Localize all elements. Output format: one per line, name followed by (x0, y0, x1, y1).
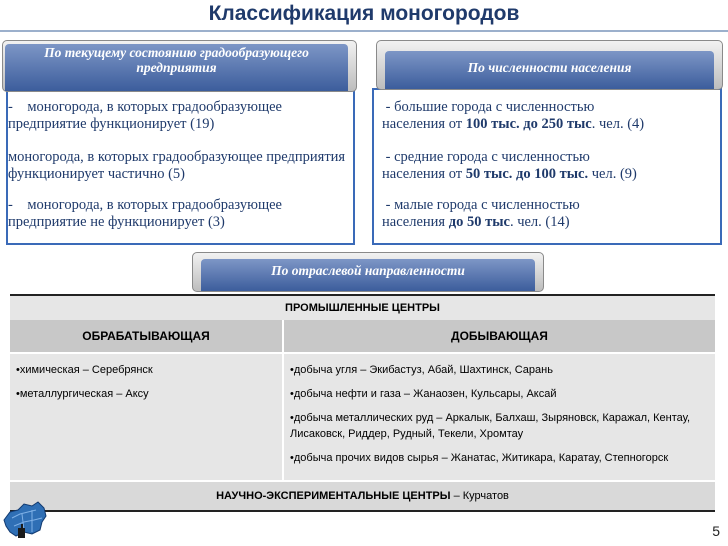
title-divider (0, 30, 728, 32)
extracting-cell (283, 353, 715, 481)
item-post: . чел. (14) (509, 214, 570, 230)
list-item: •металлургическая – Аксу (16, 388, 149, 400)
item-line1: - большие города с численностью (382, 99, 595, 115)
list-item (382, 99, 720, 133)
list-item (8, 149, 353, 183)
table-footer-row (10, 481, 715, 511)
kazakhstan-map-logo (2, 498, 48, 542)
page-number: 5 (712, 523, 720, 539)
list-item: •химическая – Серебрянск (16, 364, 153, 376)
page-title: Классификация моногородов (208, 2, 520, 25)
item-prefix: - (8, 99, 13, 115)
tab-enterprise-state-label: По текущему состоянию градообразующего предприятия (5, 44, 348, 91)
list-item (382, 149, 720, 183)
list-item (8, 99, 353, 133)
item-text: моногорода, в которых градообразующее предприятие функционирует (19) (8, 99, 282, 132)
item-post: чел. (9) (588, 166, 637, 182)
list-item: •добыча нефти и газа – Жанаозен, Кульсары, Аксай (290, 388, 557, 400)
item-bold: до 50 тыс (448, 214, 510, 230)
tab-sector (192, 252, 544, 292)
tab-sector-label: По отраслевой направленности (201, 259, 535, 291)
item-prefix: - (8, 197, 13, 213)
item-line1: - малые города с численностью (382, 197, 580, 213)
column-header-processing: ОБРАБАТЫВАЮЩАЯ (10, 320, 283, 353)
tab-enterprise-state (2, 40, 357, 92)
list-item: •добыча угля – Экибастуз, Абай, Шахтинск, Сарань (290, 364, 553, 376)
item-line1: - средние города с численностью (382, 149, 590, 165)
item-post: . чел. (4) (591, 116, 645, 132)
table-header: ПРОМЫШЛЕННЫЕ ЦЕНТРЫ (10, 295, 715, 320)
item-pre: населения (382, 214, 449, 230)
item-bold: 50 тыс. до 100 тыс. (465, 166, 589, 182)
table-subheader-row (10, 320, 715, 353)
tab-population-label: По численности населения (385, 51, 714, 89)
table-footer (10, 481, 715, 511)
footer-rest: – Курчатов (450, 490, 509, 502)
footer-bold: НАУЧНО-ЭКСПЕРИМЕНТАЛЬНЫЕ ЦЕНТРЫ (216, 490, 451, 502)
table-header-row (10, 295, 715, 320)
processing-cell (10, 353, 283, 481)
item-pre: населения от (382, 116, 466, 132)
column-header-extracting: ДОБЫВАЮЩАЯ (283, 320, 715, 353)
item-pre: населения от (382, 166, 466, 182)
tab-population (376, 40, 723, 90)
item-bold: 100 тыс. до 250 тыс (465, 116, 592, 132)
item-text: моногорода, в которых градообразующее предприятия функционирует частично (5) (8, 149, 346, 182)
list-item: •добыча прочих видов сырья – Жанатас, Житикара, Каратау, Степногорск (290, 452, 669, 464)
industrial-centers-table (10, 294, 715, 512)
list-item (382, 197, 720, 231)
list-item: •добыча металлических руд – Аркалык, Балхаш, Зыряновск, Каражал, Кентау, Лисаковск, Риддер, Рудный, Текели, Хромтау (290, 412, 691, 440)
list-item (8, 197, 353, 231)
table-row (10, 353, 715, 481)
item-text: моногорода, в которых градообразующее предприятие не функционирует (3) (8, 197, 282, 230)
